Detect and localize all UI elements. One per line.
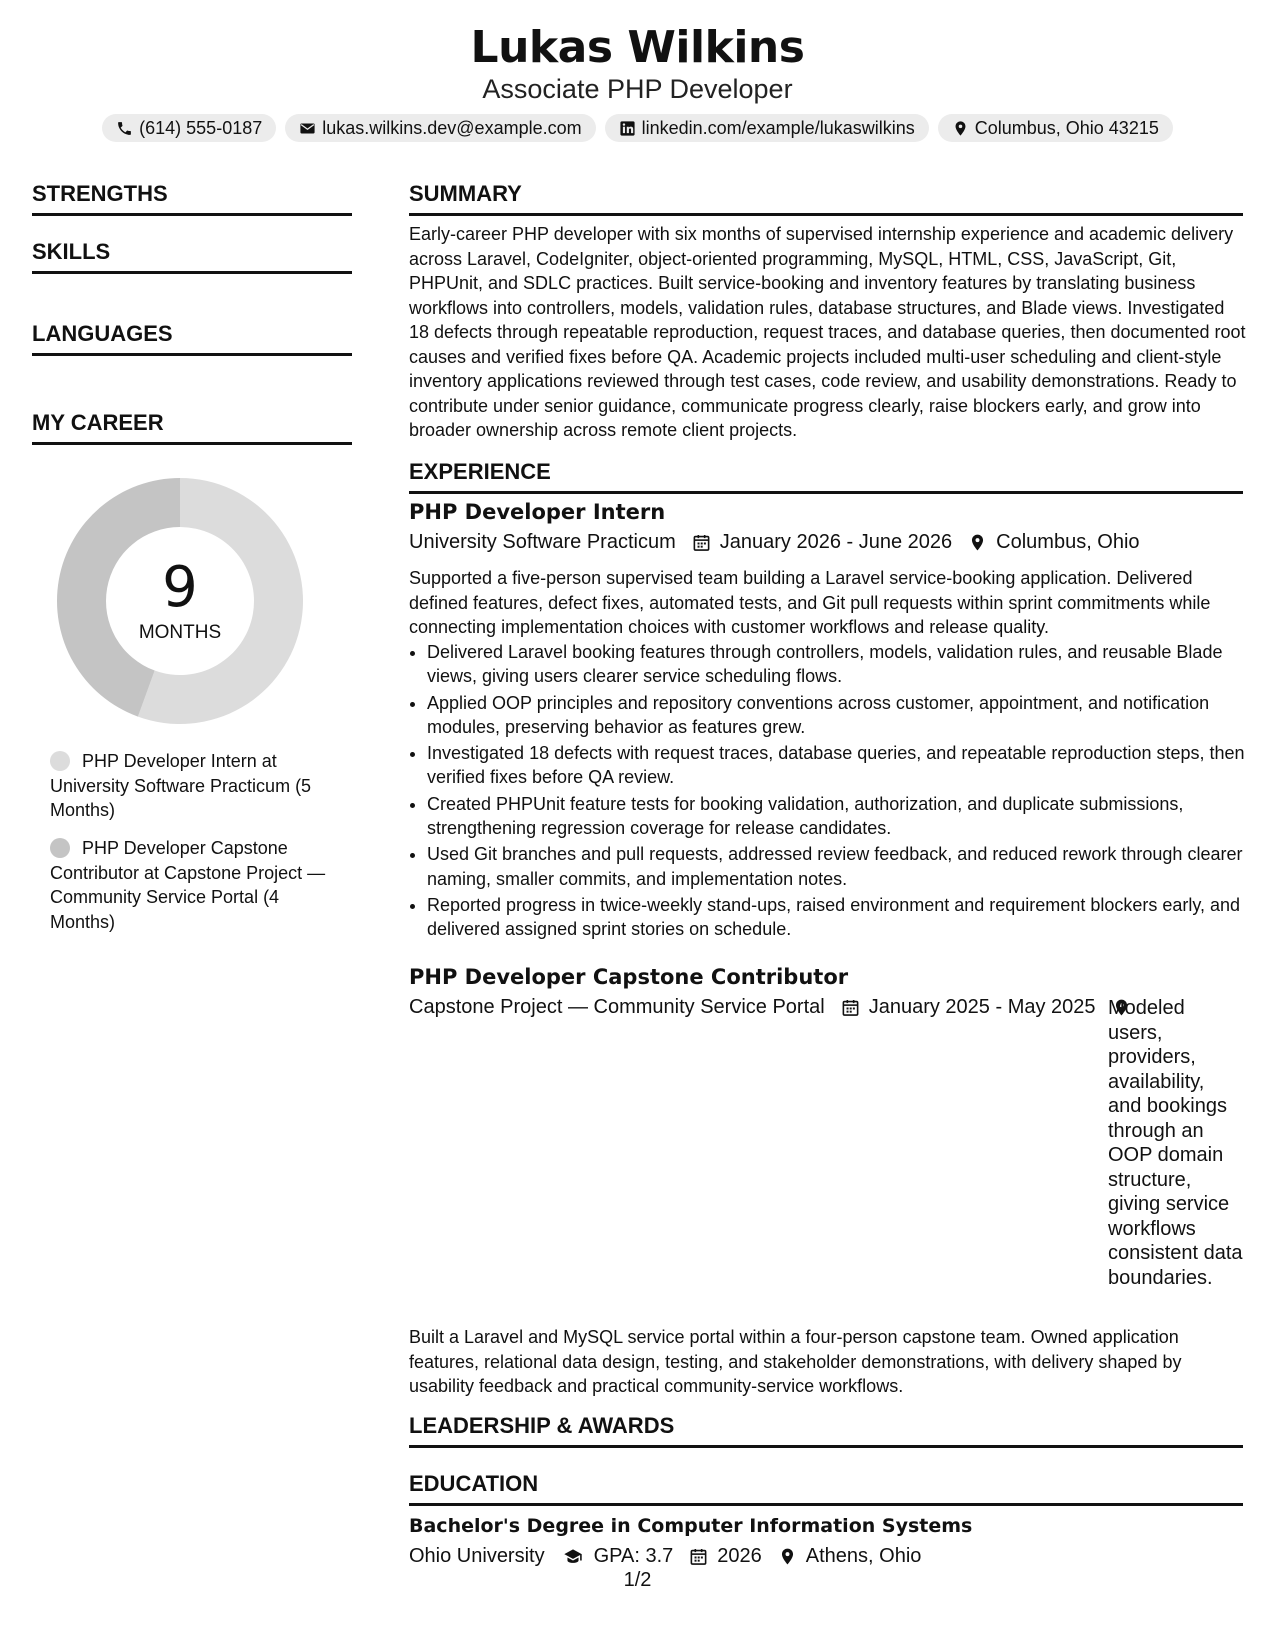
map-pin-icon bbox=[778, 1547, 797, 1566]
linkedin-text: linkedin.com/example/lukaswilkins bbox=[641, 117, 915, 138]
leadership-heading: LEADERSHIP & AWARDS bbox=[409, 1413, 1243, 1448]
job-bullet-list bbox=[409, 640, 1263, 944]
legend-dot bbox=[50, 751, 70, 771]
job-bullet: • Used Git branches and pull requests, addressed review feedback, and reduced rework through clearer naming, smaller commits, and implementation notes. bbox=[427, 842, 1263, 891]
career-legend-item bbox=[50, 749, 340, 823]
career-heading: MY CAREER bbox=[32, 410, 352, 445]
job-title: PHP Developer Intern bbox=[409, 500, 666, 524]
calendar-icon bbox=[689, 1547, 708, 1566]
job-title: PHP Developer Capstone Contributor bbox=[409, 965, 849, 989]
career-total-months: 9 bbox=[162, 555, 198, 620]
legend-label: PHP Developer Capstone Contributor at Capstone Project — Community Service Portal (4 Months) bbox=[50, 838, 326, 932]
education-heading: EDUCATION bbox=[409, 1471, 1243, 1506]
strengths-heading: STRENGTHS bbox=[32, 181, 352, 216]
legend-label: PHP Developer Intern at University Software Practicum (5 Months) bbox=[50, 751, 312, 820]
graduation-cap-icon bbox=[561, 1547, 585, 1566]
job-org: University Software Practicum bbox=[409, 531, 676, 553]
career-legend-item bbox=[50, 836, 340, 934]
job-bullet: • Created PHPUnit feature tests for booking validation, authorization, and duplicate submissions, strengthening regression coverage for release candidates. bbox=[427, 792, 1263, 841]
job-meta bbox=[409, 996, 1140, 1019]
school-location: Athens, Ohio bbox=[805, 1545, 922, 1567]
location-chip bbox=[938, 114, 1173, 142]
linkedin-icon bbox=[619, 120, 636, 137]
email-icon bbox=[299, 120, 316, 137]
experience-heading: EXPERIENCE bbox=[409, 459, 1243, 494]
summary-text: Early-career PHP developer with six months of supervised internship experience and academic delivery across Laravel, CodeIgniter, object-oriented programming, MySQL, HTML, CSS, JavaScript, Git, PHPUnit, and SDLC practices. Built service-booking and inventory features by translating business workflows into controllers, models, validation rules, database structures, and Blade views. Investigated 18 defects through repeatable reproduction, request traces, and database queries, then documented root causes and verified fixes before QA. Academic projects included multi-user scheduling and client-style inventory applications reviewed through test cases, code review, and usability demonstrations. Ready to contribute under senior guidance, communicate progress clearly, raise blockers early, and grow into broader ownership across remote client projects. bbox=[409, 224, 1246, 440]
job-dates: January 2026 - June 2026 bbox=[719, 531, 953, 553]
calendar-icon bbox=[841, 998, 860, 1017]
calendar-icon bbox=[692, 533, 711, 552]
job-description: Built a Laravel and MySQL service portal within a four-person capstone team. Owned application features, relational data design, testing, and stakeholder demonstrations, with delivery shaped by usability feedback and practical community-service workflows. bbox=[409, 1327, 1182, 1396]
job-bullet: • Investigated 18 defects with request traces, database queries, and repeatable reproduction steps, then verified fixes before QA review. bbox=[427, 741, 1263, 790]
job-location: Columbus, Ohio bbox=[996, 531, 1140, 553]
job-description: Supported a five-person supervised team building a Laravel service-booking application. Delivered defined features, defect fixes, automated tests, and Git pull requests within sprint commitments while connecting implementation choices with customer workflows and release quality. bbox=[409, 568, 1211, 637]
job-org: Capstone Project — Community Service Portal bbox=[409, 996, 825, 1018]
email-text: lukas.wilkins.dev@example.com bbox=[322, 117, 582, 138]
gpa: GPA: 3.7 bbox=[593, 1545, 674, 1567]
phone-chip[interactable] bbox=[102, 114, 276, 142]
job-meta bbox=[409, 531, 1140, 554]
linkedin-chip[interactable] bbox=[605, 114, 929, 142]
candidate-role: Associate PHP Developer bbox=[482, 74, 793, 104]
graduation-year: 2026 bbox=[717, 1545, 762, 1567]
phone-icon bbox=[116, 120, 133, 137]
job-dates: January 2025 - May 2025 bbox=[868, 996, 1096, 1018]
map-pin-icon bbox=[968, 533, 987, 552]
page-number: 1/2 bbox=[623, 1569, 652, 1591]
summary-heading: SUMMARY bbox=[409, 181, 1243, 216]
skills-heading: SKILLS bbox=[32, 239, 352, 274]
languages-heading: LANGUAGES bbox=[32, 321, 352, 356]
legend-dot bbox=[50, 838, 70, 858]
email-chip[interactable] bbox=[285, 114, 595, 142]
school-name: Ohio University bbox=[409, 1545, 545, 1567]
career-unit-label: MONTHS bbox=[138, 622, 222, 643]
job-bullet: • Applied OOP principles and repository conventions across customer, appointment, and notification modules, preserving behavior as features grew. bbox=[427, 691, 1263, 740]
job-location: Modeled users, providers, availability, and bookings through an OOP domain structure, giving service workflows consistent data boundaries. bbox=[1108, 997, 1243, 1289]
job-bullet: • Delivered Laravel booking features through controllers, models, validation rules, and reusable Blade views, giving users clearer service scheduling flows. bbox=[427, 640, 1263, 689]
map-pin-icon bbox=[952, 120, 969, 137]
contact-bar bbox=[0, 114, 1275, 142]
location-text: Columbus, Ohio 43215 bbox=[974, 117, 1159, 138]
degree-title: Bachelor's Degree in Computer Information Systems bbox=[409, 1515, 973, 1537]
candidate-name: Lukas Wilkins bbox=[470, 22, 805, 73]
job-bullet: • Reported progress in twice-weekly stand-ups, raised environment and requirement blockers early, and delivered assigned sprint stories on schedule. bbox=[427, 893, 1263, 942]
education-meta bbox=[409, 1545, 921, 1568]
phone-text: (614) 555-0187 bbox=[139, 117, 263, 138]
